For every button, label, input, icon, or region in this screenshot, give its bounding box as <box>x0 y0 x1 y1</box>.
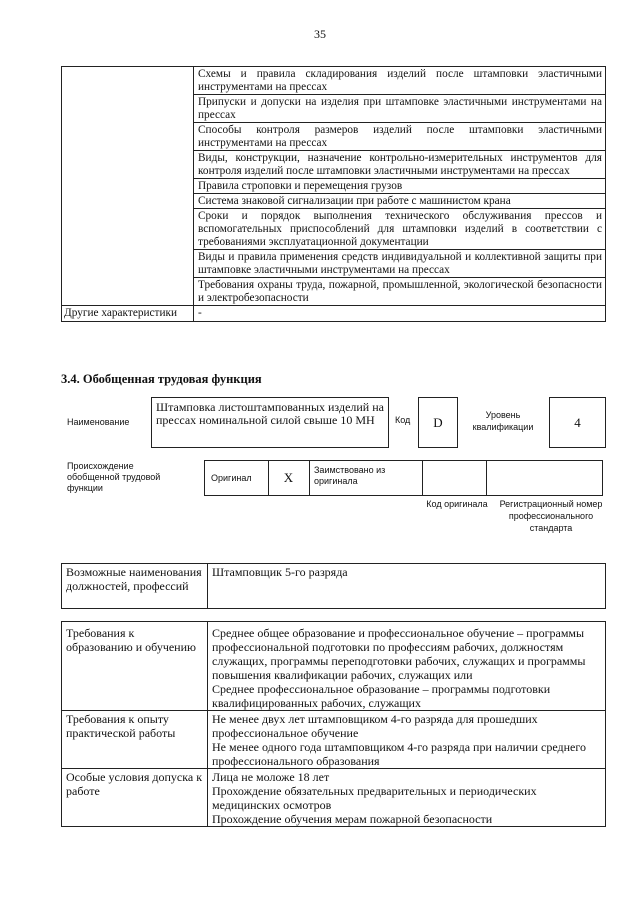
knowledge-item: Виды и правила применения средств индивидуальной и коллективной защиты при штамповке эластичными инструментами на прессах <box>194 250 606 278</box>
reg-number-caption: Регистрационный номер профессионального стандарта <box>499 499 603 533</box>
code-label: Код <box>395 415 411 425</box>
experience-line: Не менее одного года штамповщиком 4-го разряда при наличии среднего профессионального образования <box>212 740 586 768</box>
code-original-caption: Код оригинала <box>426 499 488 509</box>
level-label: Уровень квалификации <box>472 410 534 432</box>
original-mark: X <box>268 460 310 496</box>
section-heading: 3.4. Обобщенная трудовая функция <box>61 372 262 386</box>
name-label: Наименование <box>67 417 130 427</box>
education-line: Среднее общее образование и профессиональное обучение – программы профессиональной подготовки по профессиям рабочих, должностям служащих, программы переподготовки рабочих, служащих и программы повышения квалификации рабочих, служащих или <box>212 626 586 682</box>
level-value-box: 4 <box>549 397 606 448</box>
borrowed-label: Заимствовано из оригинала <box>309 460 423 496</box>
table-row <box>62 67 606 95</box>
admission-label: Особые условия допуска к работе <box>62 769 208 827</box>
knowledge-item: Припуски и допуски на изделия при штамповке эластичными инструментами на прессах <box>194 95 606 123</box>
admission-line: Лица не моложе 18 лет <box>212 770 330 784</box>
knowledge-item: Требования охраны труда, пожарной, промышленной, экологической безопасности и электробезопасности <box>194 278 606 306</box>
positions-value: Штамповщик 5-го разряда <box>208 564 606 609</box>
knowledge-item: Способы контроля размеров изделий после штамповки эластичными инструментами на прессах <box>194 123 606 151</box>
experience-line: Не менее двух лет штамповщиком 4-го разряда для прошедших профессиональное обучение <box>212 712 538 740</box>
experience-value <box>208 711 606 769</box>
positions-label: Возможные наименования должностей, профессий <box>62 564 208 609</box>
knowledge-table <box>61 66 606 322</box>
positions-table <box>61 563 606 609</box>
knowledge-item: Виды, конструкции, назначение контрольно-измерительных инструментов для контроля изделий после штамповки эластичными инструментами на прессах <box>194 151 606 179</box>
table-row <box>62 711 606 769</box>
knowledge-item: Схемы и правила складирования изделий после штамповки эластичными инструментами на прессах <box>194 67 606 95</box>
experience-label: Требования к опыту практической работы <box>62 711 208 769</box>
other-characteristics-label: Другие характеристики <box>62 306 194 322</box>
code-original-cell <box>422 460 487 496</box>
education-label: Требования к образованию и обучению <box>62 622 208 711</box>
original-label: Оригинал <box>204 460 269 496</box>
table-row <box>62 769 606 827</box>
knowledge-item: Сроки и порядок выполнения технического обслуживания прессов и вспомогательных приспособлений для штамповки изделий в соответствии с требованиями эксплуатационной документации <box>194 209 606 250</box>
education-line: Среднее профессиональное образование – программы подготовки квалифицированных рабочих, служащих <box>212 682 551 710</box>
requirements-table <box>61 621 606 827</box>
table-row <box>62 564 606 609</box>
reg-number-cell <box>486 460 603 496</box>
education-value <box>208 622 606 711</box>
page-number: 35 <box>314 27 326 41</box>
table-row <box>62 306 606 322</box>
code-value-box: D <box>418 397 458 448</box>
function-name-box: Штамповка листоштампованных изделий на прессах номинальной силой свыше 10 МН <box>151 397 389 448</box>
origin-row <box>204 460 603 496</box>
knowledge-item: Правила строповки и перемещения грузов <box>194 179 606 194</box>
origin-label: Происхождение обобщенной трудовой функции <box>67 461 161 493</box>
admission-line: Прохождение обязательных предварительных и периодических медицинских осмотров <box>212 784 537 812</box>
table-row <box>62 622 606 711</box>
admission-line: Прохождение обучения мерам пожарной безопасности <box>212 812 493 826</box>
table-cell-empty <box>62 67 194 306</box>
other-characteristics-value: - <box>194 306 606 322</box>
knowledge-item: Система знаковой сигнализации при работе с машинистом крана <box>194 194 606 209</box>
admission-value <box>208 769 606 827</box>
